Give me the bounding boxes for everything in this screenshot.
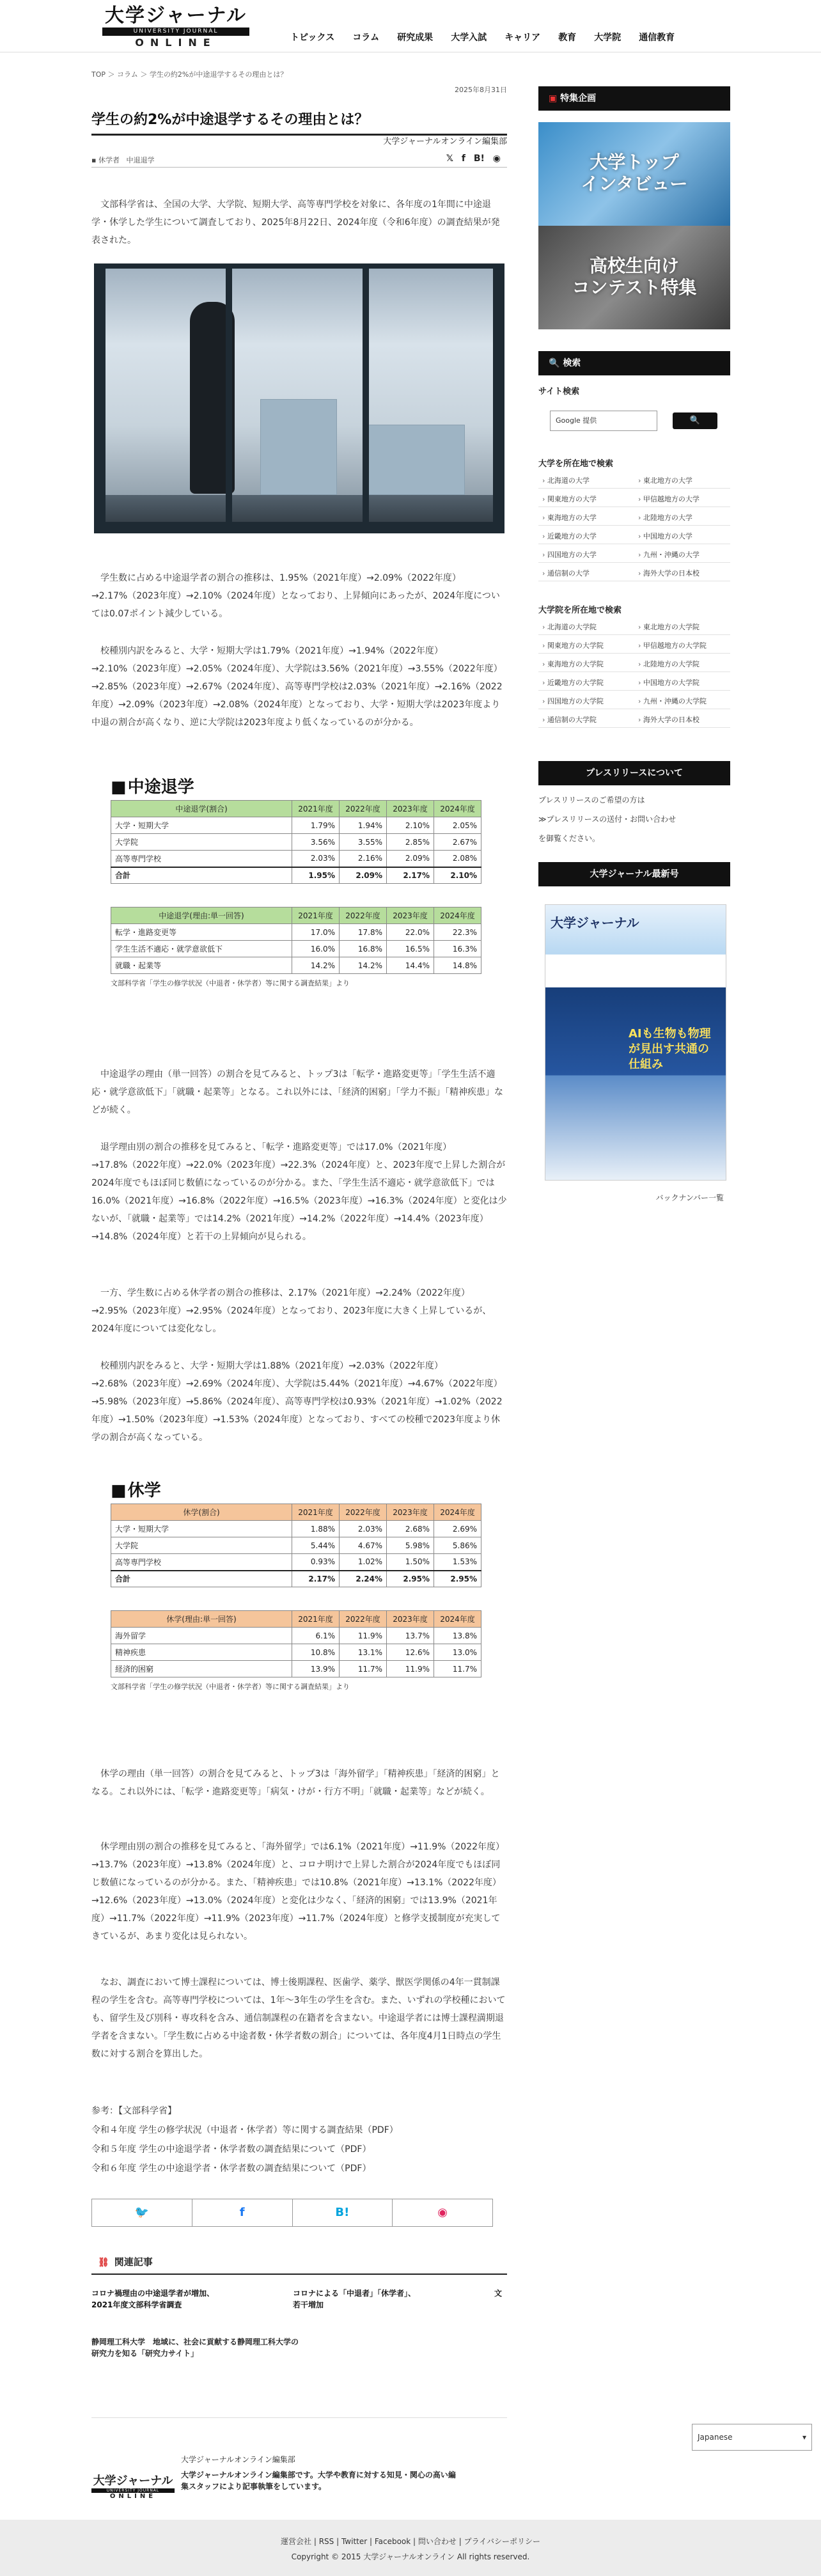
para-2: 学生数に占める中途退学者の割合の推移は、1.95%（2021年度）→2.09%（2022年度）→2.17%（2023年度）→2.10%（2024年度）となっており、上昇傾向にあったが、2024年度については0.07ポイント減少している。 [91, 573, 500, 619]
table-header: 2021年度 [292, 907, 340, 924]
table-row [111, 941, 481, 957]
region-link[interactable]: › 中国地方の大学 [634, 530, 730, 544]
related-item[interactable]: コロナ禍理由の中途退学者が増加、2021年度文部科学省調査 [91, 2289, 215, 2309]
table-cell: 14.2% [292, 957, 340, 974]
table-header: 2022年度 [340, 801, 387, 817]
table-cell: 大学・短期大学 [111, 817, 292, 834]
univ-region-search [538, 457, 730, 581]
table-total-row [111, 1571, 481, 1587]
dropout-rate-table [111, 800, 481, 884]
nav-admission[interactable]: 大学入試 [451, 33, 487, 43]
table-cell: 大学院 [111, 1537, 292, 1554]
table-cell: 転学・進路変更等 [111, 924, 292, 941]
author-logo-online: ONLINE [109, 2493, 157, 2500]
table-cell: 2.16% [340, 851, 387, 867]
table-header-row [111, 907, 481, 924]
table-cell: 14.8% [434, 957, 481, 974]
region-link[interactable]: › 四国地方の大学 [538, 548, 634, 563]
press-text: を御覧ください。 [538, 834, 600, 843]
table-cell: 10.8% [292, 1644, 340, 1661]
table-cell: 2.17% [292, 1571, 340, 1587]
grad-region-search [538, 603, 730, 728]
region-link[interactable]: › 北海道の大学 [538, 474, 634, 489]
nav-graduate[interactable]: 大学院 [594, 33, 622, 43]
table-cell: 0.93% [292, 1554, 340, 1571]
table-row [111, 834, 481, 851]
table-cell: 2.08% [434, 851, 481, 867]
reference-link[interactable]: 令和５年度 学生の中途退学者・休学者数の調査結果について（PDF） [91, 2144, 371, 2155]
region-link[interactable]: › 四国地方の大学院 [538, 695, 634, 709]
site-footer [0, 2520, 821, 2576]
hatena-icon[interactable]: B! [473, 153, 485, 164]
table-cell: 高等専門学校 [111, 851, 292, 867]
nav-education[interactable]: 教育 [558, 33, 577, 43]
pocket-icon[interactable]: ◉ [492, 153, 501, 164]
para-8: 休学の理由（単一回答）の割合を見てみると、トップ3は「海外留学」「精神疾患」「経済的困窮」となる。これ以外には、「転学・進路変更等」「病気・けが・行方不明」「就職・起業等」などが続く。 [91, 1769, 500, 1797]
facebook-icon[interactable]: f [461, 153, 465, 164]
table-header: 2022年度 [340, 1611, 387, 1628]
search-button[interactable]: 🔍 [673, 412, 717, 429]
related-item[interactable]: コロナによる「中退者」「休学者」、若干増加 [293, 2289, 416, 2309]
region-link[interactable]: › 北海道の大学院 [538, 620, 634, 635]
dropout-section [111, 774, 481, 988]
tag-item[interactable]: 休学者 [98, 156, 120, 164]
region-link[interactable]: › 九州・沖縄の大学 [634, 548, 730, 563]
feature-heading [538, 86, 730, 111]
press-heading: プレスリリースについて [538, 761, 730, 785]
table-header: 休学(理由:単一回答) [111, 1611, 292, 1628]
region-link[interactable]: › 東北地方の大学 [634, 474, 730, 489]
table-header: 2021年度 [292, 1504, 340, 1521]
table-header: 2022年度 [340, 1504, 387, 1521]
table-cell: 5.86% [434, 1537, 481, 1554]
para-3: 校種別内訳をみると、大学・短期大学は1.79%（2021年度）→1.94%（2022年度）→2.10%（2023年度）→2.05%（2024年度）、大学院は3.56%（2021年度）→3.55%（2022年度）→2.85%（2023年度）→2.67%（2024年度）、高等専門学校は2.03%（2021年度）→2.16%（2022年度）→2.09%（2023年度）→2.08%（2024年度）となっており、大学・短期大学は2023年度より中退の割合が高くなり、逆に大学院は2023年度より低くなっているのが分かる。 [91, 646, 503, 728]
press-link[interactable]: ≫プレスリリースの送付・お問い合わせ [538, 815, 676, 824]
global-nav [281, 31, 684, 45]
cover-headline: AIも生物も物理が見出す共通の仕組み [629, 1027, 711, 1071]
twitter-share-button[interactable]: 🐦 [92, 2199, 192, 2226]
table-total-row [111, 867, 481, 884]
chevron-down-icon: ▾ [802, 2433, 806, 2442]
table-cell: 5.98% [387, 1537, 434, 1554]
table-row [111, 1537, 481, 1554]
leave-section [111, 1477, 481, 1692]
related-item[interactable]: 静岡理工科大学 地域に、社会に貢献する静岡理工科大学の研究力を知る「研究力サイト」 [91, 2337, 299, 2358]
feature-heading-label: 特集企画 [560, 93, 597, 104]
search-form [550, 411, 730, 431]
search-input[interactable]: Google 提供 [550, 411, 657, 431]
table-header-row [111, 1611, 481, 1628]
region-link[interactable]: › 東海地方の大学 [538, 511, 634, 526]
nav-career[interactable]: キャリア [504, 33, 541, 43]
table-header: 中途退学(割合) [111, 801, 292, 817]
table-cell: 精神疾患 [111, 1644, 292, 1661]
facebook-share-button[interactable]: f [192, 2199, 293, 2226]
table-header: 2024年度 [434, 907, 481, 924]
table-cell: 1.88% [292, 1521, 340, 1537]
related-list [91, 2288, 507, 2311]
copyright: Copyright © 2015 大学ジャーナルオンライン All rights reserved. [291, 2552, 530, 2561]
related-item[interactable]: 文 [494, 2289, 503, 2298]
region-link[interactable]: › 近畿地方の大学院 [538, 676, 634, 691]
para-1: 文部科学省は、全国の大学、大学院、短期大学、高等専門学校を対象に、各年度の1年間に中途退学・休学した学生について調査しており、2025年8月22日、2024年度（令和6年度）の調査結果が発表された。 [91, 200, 500, 246]
univ-region-heading: 大学を所在地で検索 [538, 459, 614, 469]
article-photo [94, 263, 504, 533]
table-cell: 大学院 [111, 834, 292, 851]
table-cell: 13.7% [387, 1628, 434, 1644]
table-header: 2024年度 [434, 1504, 481, 1521]
related-articles [91, 2251, 507, 2359]
table-cell: 合計 [111, 1571, 292, 1587]
table-cell: 2.67% [434, 834, 481, 851]
table-source: 文部科学省「学生の修学状況（中退者・休学者）等に関する調査結果」より [111, 1683, 350, 1691]
breadcrumb[interactable]: TOP ＞ コラム ＞ 学生の約2%が中途退学するその理由とは？ [91, 70, 288, 79]
byline: 大学ジャーナルオンライン編集部 [383, 137, 507, 146]
section-heading-leave: ■ 休学 [111, 1477, 481, 1501]
region-link[interactable]: › 中国地方の大学院 [634, 676, 730, 691]
nav-correspondence[interactable]: 通信教育 [639, 33, 675, 43]
photo-window-frame [94, 263, 504, 533]
table-cell: 14.4% [387, 957, 434, 974]
table-row [111, 1521, 481, 1537]
post-date: 2025年8月31日 [455, 86, 507, 94]
footer-links[interactable]: 運営会社 | RSS | Twitter | Facebook | 問い合わせ | プライバシーポリシー [281, 2537, 540, 2546]
author-box [91, 2417, 507, 2526]
table-header: 2021年度 [292, 1611, 340, 1628]
para-4: 中途退学の理由（単一回答）の割合を見てみると、トップ3は「転学・進路変更等」「学生生活不適応・就学意欲低下」「就職・起業等」となる。これ以外には、「経済的困窮」「学力不振」「精神疾患」などが続く。 [91, 1069, 503, 1115]
region-link[interactable]: › 甲信越地方の大学院 [634, 639, 730, 654]
table-cell: 2.85% [387, 834, 434, 851]
search-icon: 🔍 [549, 358, 563, 368]
table-cell: 学生生活不適応・就学意欲低下 [111, 941, 292, 957]
table-cell: 1.95% [292, 867, 340, 884]
author-logo [91, 2472, 175, 2500]
region-link[interactable]: › 関東地方の大学 [538, 492, 634, 507]
region-link[interactable]: › 東海地方の大学院 [538, 657, 634, 672]
table-header: 2023年度 [387, 1504, 434, 1521]
table-header: 2022年度 [340, 907, 387, 924]
region-link[interactable]: › 関東地方の大学院 [538, 639, 634, 654]
table-header: 2021年度 [292, 801, 340, 817]
para-5: 退学理由別の割合の推移を見てみると、「転学・進路変更等」では17.0%（2021年度）→17.8%（2022年度）→22.0%（2023年度）→22.3%（2024年度）と、2023年度で上昇した割合が2024年度でもほぼ同じ数値になっているのが分かる。また、「学生生活不適応・就学意欲低下」では16.0%（2021年度）→16.8%（2022年度）→16.5%（2023年度）→16.3%（2024年度）と変化は少ないが、「就職・起業等」では14.2%（2021年度）→14.2%（2022年度）→14.4%（2023年度）→14.8%（2024年度）と若干の上昇傾向が見られる。 [91, 1142, 507, 1242]
nav-topics[interactable]: トピックス [290, 33, 335, 43]
table-cell: 2.09% [340, 867, 387, 884]
region-link[interactable]: › 近畿地方の大学 [538, 530, 634, 544]
table-cell: 就職・起業等 [111, 957, 292, 974]
table-cell: 合計 [111, 867, 292, 884]
table-cell: 1.79% [292, 817, 340, 834]
table-row [111, 817, 481, 834]
region-link[interactable]: › 北陸地方の大学院 [634, 657, 730, 672]
site-search-label: サイト検索 [538, 387, 580, 397]
para-6: 一方、学生数に占める休学者の割合の推移は、2.17%（2021年度）→2.24%（2022年度）→2.95%（2023年度）→2.95%（2024年度）となっており、2023年度に大きく上昇しているが、2024年度については変化なし。 [91, 1288, 492, 1334]
table-row [111, 1661, 481, 1677]
dropout-reason-table [111, 907, 481, 974]
author-name[interactable]: 大学ジャーナルオンライン編集部 [181, 2455, 295, 2464]
leave-rate-table [111, 1504, 481, 1587]
table-cell: 5.44% [292, 1537, 340, 1554]
para-9: 休学理由別の割合の推移を見てみると、「海外留学」では6.1%（2021年度）→11.9%（2022年度）→13.7%（2023年度）→13.8%（2024年度）と、コロナ明けで上昇した割合が2024年度でもほぼ同じ数値になっているのが分かる。また、「精神疾患」では10.8%（2021年度）→13.1%（2022年度）→12.6%（2023年度）→13.0%（2024年度）と変化は少なく、「経済的困窮」では13.9%（2021年度）→11.7%（2022年度）→11.9%（2023年度）→11.7%（2024年度）と修学支援制度が充実してきているが、あまり変化は見られない。 [91, 1842, 505, 1942]
table-header: 2024年度 [434, 801, 481, 817]
tags-bar [91, 153, 507, 168]
region-link[interactable]: › 海外大学の日本校 [634, 567, 730, 581]
table-cell: 2.69% [434, 1521, 481, 1537]
region-link[interactable]: › 海外大学の日本校 [634, 713, 730, 728]
table-cell: 2.03% [340, 1521, 387, 1537]
table-cell: 2.05% [434, 817, 481, 834]
leave-reason-table [111, 1610, 481, 1677]
region-link[interactable]: › 通信制の大学院 [538, 713, 634, 728]
table-cell: 3.55% [340, 834, 387, 851]
table-cell: 1.50% [387, 1554, 434, 1571]
table-cell: 13.8% [434, 1628, 481, 1644]
banner-interview-label: 大学トップ インタビュー [581, 152, 688, 194]
table-row [111, 1628, 481, 1644]
univ-region-list [538, 474, 730, 581]
tag-icon: ▪ [91, 156, 98, 164]
table-cell: 16.0% [292, 941, 340, 957]
table-cell: 17.0% [292, 924, 340, 941]
table-cell: 14.2% [340, 957, 387, 974]
backnumber-link[interactable]: バックナンバー一覧 [655, 1193, 724, 1202]
logo-subtitle: UNIVERSITY JOURNAL [102, 27, 249, 36]
press-text: プレスリリースのご希望の方は [538, 796, 645, 805]
cover-title: 大学ジャーナル [551, 915, 639, 931]
nav-column[interactable]: コラム [352, 33, 380, 43]
latest-issue-cover[interactable] [545, 904, 726, 1181]
table-header: 2023年度 [387, 801, 434, 817]
twitter-icon[interactable]: 𝕏 [446, 153, 453, 164]
table-cell: 4.67% [340, 1537, 387, 1554]
table-header: 2023年度 [387, 1611, 434, 1628]
table-cell: 2.10% [387, 817, 434, 834]
share-icons [441, 153, 501, 164]
language-select[interactable] [692, 2424, 812, 2451]
logo-online: ONLINE [135, 36, 217, 49]
search-heading [538, 351, 730, 375]
page-title: 学生の約2%が中途退学するその理由とは？ [91, 109, 507, 136]
author-logo-title: 大学ジャーナル [93, 2474, 173, 2488]
table-header: 休学(割合) [111, 1504, 292, 1521]
table-cell: 11.9% [387, 1661, 434, 1677]
table-header: 2024年度 [434, 1611, 481, 1628]
table-source: 文部科学省「学生の修学状況（中退者・休学者）等に関する調査結果」より [111, 979, 350, 987]
references [91, 2101, 507, 2178]
table-cell: 2.10% [434, 867, 481, 884]
table-cell: 11.9% [340, 1628, 387, 1644]
region-link[interactable]: › 通信制の大学 [538, 567, 634, 581]
table-header-row [111, 1504, 481, 1521]
table-cell: 22.3% [434, 924, 481, 941]
table-header: 中途退学(理由:単一回答) [111, 907, 292, 924]
table-cell: 2.17% [387, 867, 434, 884]
region-link[interactable]: › 甲信越地方の大学 [634, 492, 730, 507]
table-cell: 11.7% [434, 1661, 481, 1677]
table-cell: 6.1% [292, 1628, 340, 1644]
region-link[interactable]: › 北陸地方の大学 [634, 511, 730, 526]
search-heading-label: 検索 [563, 358, 581, 368]
reference-link[interactable]: 令和６年度 学生の中途退学者・休学者数の調査結果について（PDF） [91, 2164, 371, 2174]
table-cell: 大学・短期大学 [111, 1521, 292, 1537]
table-cell: 16.8% [340, 941, 387, 957]
table-cell: 2.95% [387, 1571, 434, 1587]
tag-item[interactable]: 中退退学 [126, 156, 155, 164]
author-logo-subtitle: UNIVERSITY JOURNAL [91, 2488, 175, 2493]
table-row [111, 1554, 481, 1571]
table-cell: 2.09% [387, 851, 434, 867]
table-cell: 11.7% [340, 1661, 387, 1677]
grad-region-heading: 大学院を所在地で検索 [538, 606, 622, 615]
table-cell: 海外留学 [111, 1628, 292, 1644]
para-7: 校種別内訳をみると、大学・短期大学は1.88%（2021年度）→2.03%（2022年度）→2.68%（2023年度）→2.69%（2024年度）、大学院は5.44%（2021年度）→4.67%（2022年度）→5.98%（2023年度）→5.86%（2024年度）、高等専門学校は0.93%（2021年度）→1.02%（2022年度）→1.50%（2023年度）→1.53%（2024年度）となっており、すべての校種で2023年度より休学の割合が高くなっている。 [91, 1361, 503, 1443]
table-cell: 16.3% [434, 941, 481, 957]
table-row [111, 924, 481, 941]
section-heading-dropout: ■ 中途退学 [111, 774, 481, 797]
region-link[interactable]: › 九州・沖縄の大学院 [634, 695, 730, 709]
table-row [111, 851, 481, 867]
table-cell: 13.1% [340, 1644, 387, 1661]
table-cell: 2.95% [434, 1571, 481, 1587]
table-cell: 経済的困窮 [111, 1661, 292, 1677]
grad-region-list [538, 620, 730, 728]
hatena-share-button[interactable]: B! [293, 2199, 393, 2226]
related-heading: ⛓ 関連記事 [91, 2251, 507, 2275]
latest-issue-heading: 大学ジャーナル最新号 [538, 862, 730, 886]
site-logo[interactable] [102, 5, 249, 47]
table-cell: 2.68% [387, 1521, 434, 1537]
banner-interview[interactable] [538, 122, 730, 226]
table-cell: 13.0% [434, 1644, 481, 1661]
table-header: 2023年度 [387, 907, 434, 924]
table-cell: 13.9% [292, 1661, 340, 1677]
table-cell: 1.02% [340, 1554, 387, 1571]
pocket-share-button[interactable]: ◉ [437, 2206, 448, 2219]
table-cell: 1.94% [340, 817, 387, 834]
table-cell: 高等専門学校 [111, 1554, 292, 1571]
table-row [111, 957, 481, 974]
region-link[interactable]: › 東北地方の大学院 [634, 620, 730, 635]
feature-icon: ▣ [549, 93, 561, 104]
share-buttons [91, 2199, 493, 2227]
tag-list [91, 155, 154, 165]
references-label: 参考：【文部科学省】 [91, 2106, 176, 2116]
site-header [0, 0, 821, 52]
table-cell: 22.0% [387, 924, 434, 941]
author-desc: 大学ジャーナルオンライン編集部です。大学や教育に対する知見・関心の高い編集スタッフにより記事執筆をしています。 [181, 2470, 456, 2491]
banner-contest[interactable] [538, 226, 730, 329]
table-cell: 1.53% [434, 1554, 481, 1571]
table-cell: 2.03% [292, 851, 340, 867]
press-info [538, 790, 730, 848]
table-cell: 12.6% [387, 1644, 434, 1661]
nav-research[interactable]: 研究成果 [397, 33, 434, 43]
banner-contest-label: 高校生向け コンテスト特集 [572, 255, 697, 298]
table-cell: 2.24% [340, 1571, 387, 1587]
table-cell: 16.5% [387, 941, 434, 957]
table-row [111, 1644, 481, 1661]
para-10: なお、調査において博士課程については、博士後期課程、医歯学、薬学、獣医学関係の4年一貫制課程の学生を含む。高等専門学校については、1年〜3年生の学生を含む。また、いずれの学校種においても、留学生及び別科・専攻科を含み、通信制課程の在籍者を含まない。中途退学者には博士課程満期退学者を含まない。「学生数に占める中途者数・休学者数の割合」については、各年度4月1日時点の学生数に対する割合を算出した。 [91, 1977, 506, 2059]
logo-title: 大学ジャーナル [105, 4, 247, 27]
table-cell: 3.56% [292, 834, 340, 851]
table-cell: 17.8% [340, 924, 387, 941]
sidebar [538, 86, 730, 1203]
language-value: Japanese [698, 2433, 733, 2442]
reference-link[interactable]: 令和４年度 学生の修学状況（中退者・休学者）等に関する調査結果（PDF） [91, 2125, 398, 2135]
table-header-row [111, 801, 481, 817]
